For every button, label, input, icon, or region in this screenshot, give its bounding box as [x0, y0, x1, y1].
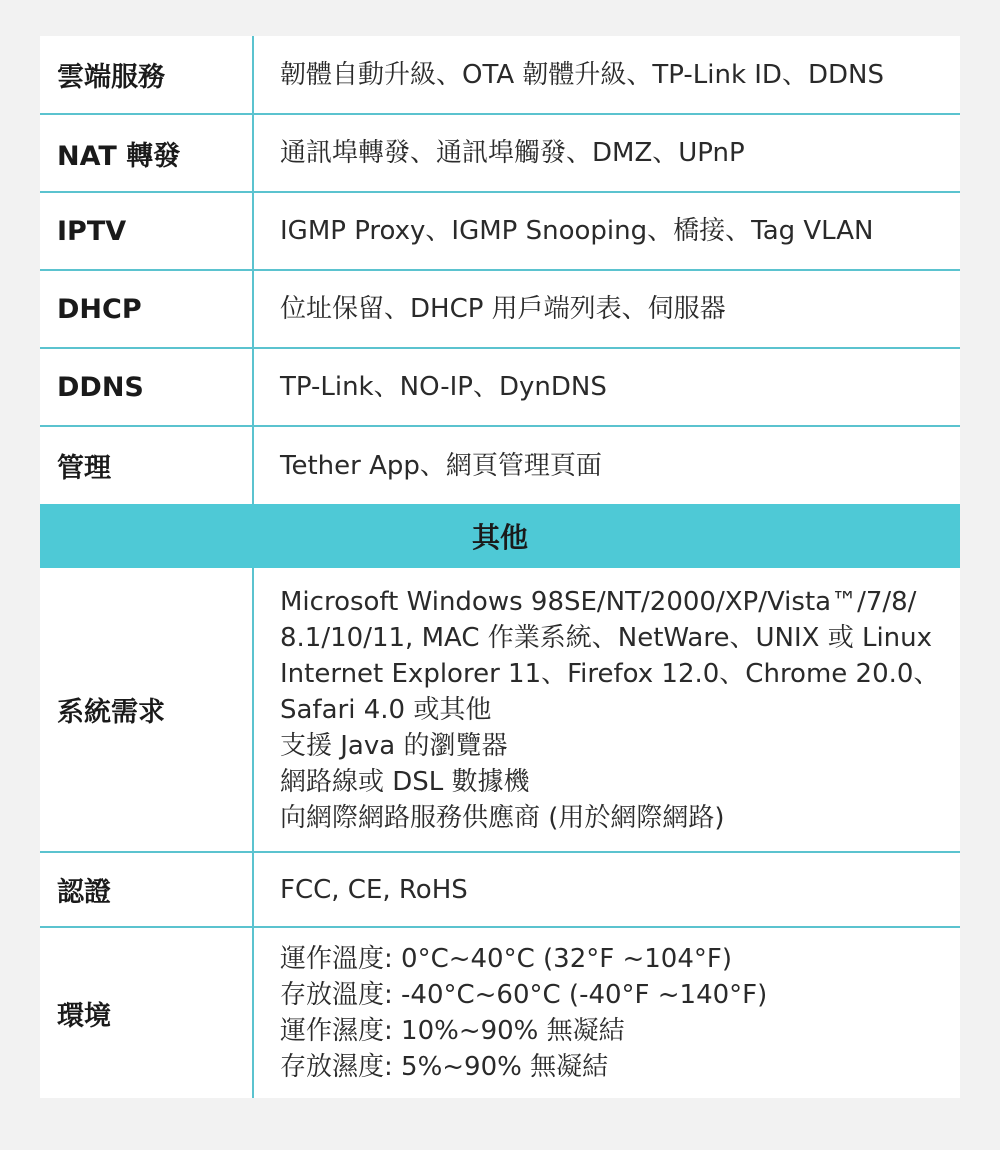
row-value [254, 853, 960, 926]
spec-table [40, 36, 960, 1098]
row-value [254, 193, 960, 269]
row-label: DHCP [40, 271, 254, 347]
table-row [40, 36, 960, 115]
row-value-line: Safari 4.0 或其他 [280, 694, 492, 725]
row-value-line: 存放溫度: -40°C~60°C (-40°F ~140°F) [280, 980, 768, 1010]
row-value-line: 支援 Java 的瀏覽器 [280, 730, 508, 761]
row-value-line: 存放濕度: 5%~90% 無凝結 [280, 1052, 609, 1082]
row-value [254, 568, 960, 851]
row-value-line: IGMP Proxy、IGMP Snooping、橋接、Tag VLAN [280, 216, 874, 246]
row-value-line: Tether App、網頁管理頁面 [280, 450, 602, 481]
table-row [40, 115, 960, 193]
row-value [254, 427, 960, 504]
row-label: IPTV [40, 193, 254, 269]
table-row [40, 193, 960, 271]
row-label: 系統需求 [40, 568, 254, 851]
row-value-line: Internet Explorer 11、Firefox 12.0、Chrome 20.0、 [280, 658, 940, 689]
table-row [40, 271, 960, 349]
row-value [254, 271, 960, 347]
row-value-line: 韌體自動升級、OTA 韌體升級、TP-Link ID、DDNS [280, 59, 884, 90]
section-title: 其他 [471, 521, 528, 554]
row-value-line: Microsoft Windows 98SE/NT/2000/XP/Vista™/7/8/ [280, 586, 917, 617]
row-value-line: 8.1/10/11, MAC 作業系統、NetWare、UNIX 或 Linux [280, 622, 933, 653]
table-row [40, 568, 960, 853]
row-value-line: FCC, CE, RoHS [280, 874, 468, 905]
table-row [40, 853, 960, 928]
row-value-line: 通訊埠轉發、通訊埠觸發、DMZ、UPnP [280, 138, 745, 168]
row-value-line: 向網際網路服務供應商 (用於網際網路) [280, 802, 725, 833]
table-row [40, 349, 960, 427]
row-label: 雲端服務 [40, 36, 254, 113]
row-value-line: TP-Link、NO-IP、DynDNS [280, 372, 607, 402]
row-value-line: 位址保留、DHCP 用戶端列表、伺服器 [280, 294, 726, 324]
row-value [254, 928, 960, 1098]
row-label: 認證 [40, 853, 254, 926]
row-label: DDNS [40, 349, 254, 425]
table-row [40, 427, 960, 504]
section-header [40, 504, 960, 568]
row-value-line: 運作溫度: 0°C~40°C (32°F ~104°F) [280, 944, 732, 974]
row-label: NAT 轉發 [40, 115, 254, 191]
table-row [40, 928, 960, 1098]
row-value [254, 115, 960, 191]
row-value-line: 運作濕度: 10%~90% 無凝結 [280, 1016, 625, 1046]
row-value-line: 網路線或 DSL 數據機 [280, 766, 530, 797]
row-label: 管理 [40, 427, 254, 504]
row-value [254, 349, 960, 425]
row-value [254, 36, 960, 113]
row-label: 環境 [40, 928, 254, 1098]
